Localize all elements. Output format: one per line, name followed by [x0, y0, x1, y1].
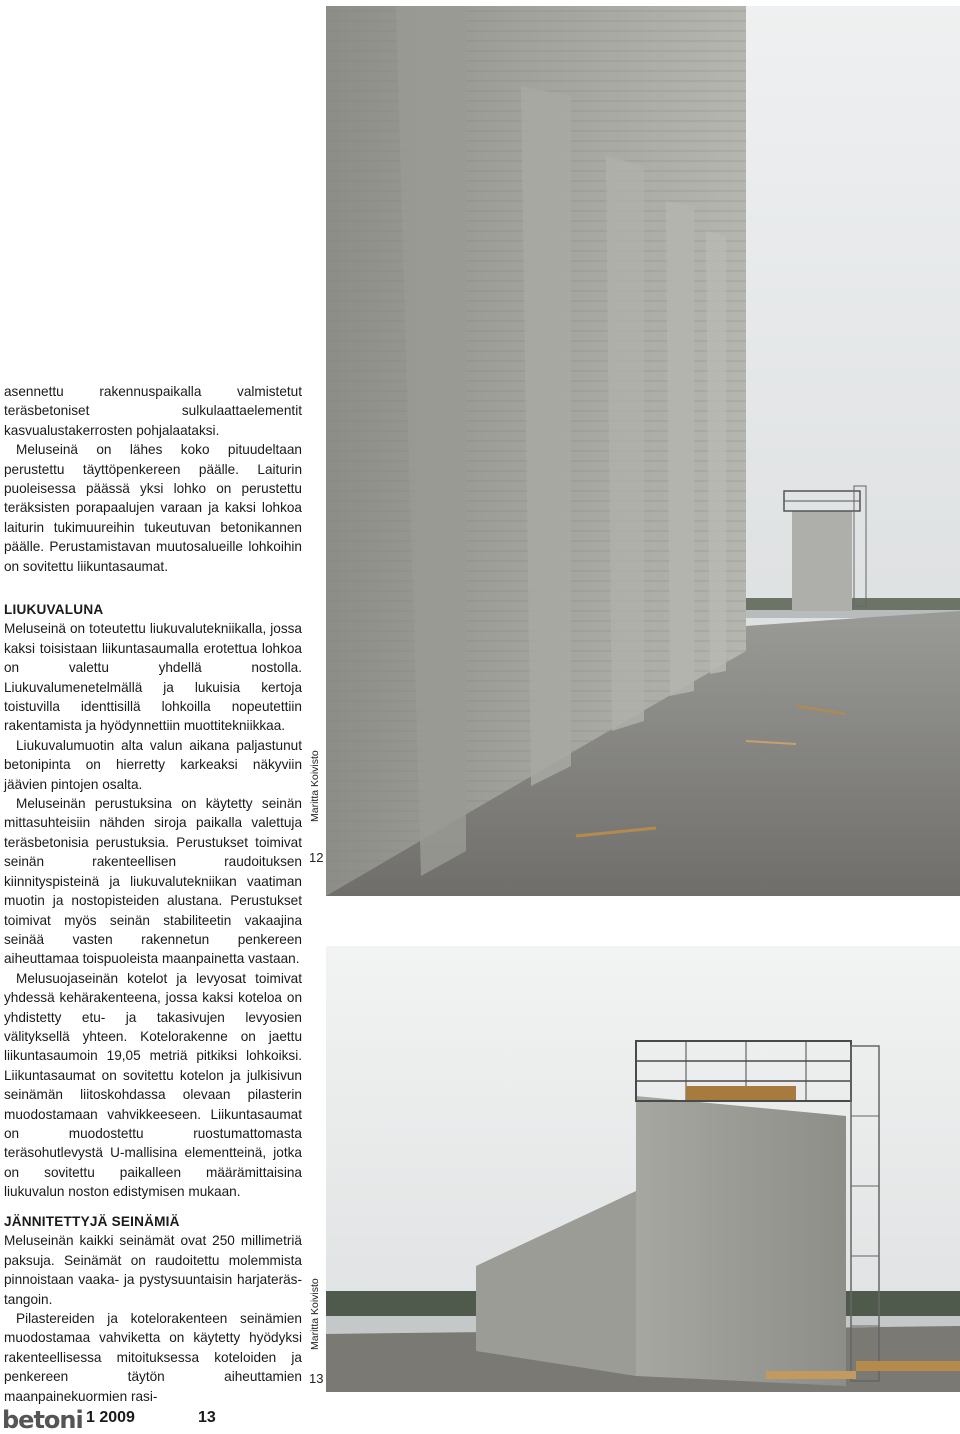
body-paragraph: Pilastereiden ja kotelorakenteen seinämien muodostamaa vahviketta on käytetty hyödyksi rakenteellisessa mitoituksessa koteloiden ja penkereen täytön aiheuttamien maanpainekuormien rasi- — [4, 1311, 302, 1404]
body-paragraph: Meluseinän perustuksina on käytetty seinän mittasuhteisiin nähden siroja paikalla valettuja teräsbetonisia perustuksia. Perustukset toimivat seinän rakenteellisen raudoituksen kiinnityspisteinä ja liukuvalutekniikan vaatiman muotin ja nostopisteiden alustana. Perustukset toimivat myös seinän stabiliteetin vakaajina seinää vasten rakennetun penkereen aiheuttamaa toispuoleista maanpainetta vastaan. — [4, 796, 302, 967]
section-liukuvaluna — [4, 600, 302, 1202]
section-heading-liukuvaluna: LIUKUVALUNA — [4, 602, 104, 617]
intro-column — [4, 382, 302, 576]
betoni-logo: betoni — [2, 1406, 83, 1434]
body-paragraph: Liukuvalumuotin alta valun aikana paljastunut betonipinta on hierretty karkeaksi näkyviin jäävien pintojen osalta. — [4, 737, 302, 792]
section-heading-jannitettyja-seinamia: JÄNNITETTYJÄ SEINÄMIÄ — [4, 1214, 180, 1229]
intro-paragraph-2: Meluseinä on lähes koko pituudeltaan perustettu täyttöpenkereen päälle. Laiturin puoleisessa päässä yksi lohko on perustettu teräksisten porapaalujen varaan ja kaksi lohkoa laiturin tukimuureihin tukeutuvan betonikannen päälle. Perustamistavan muutosalueille lohkoihin on sovitettu liikuntasaumat. — [4, 442, 302, 574]
photo-noise-wall-perspective — [326, 6, 960, 896]
photo-credit: Maritta Koivisto — [309, 1278, 321, 1350]
page-number: 13 — [198, 1409, 216, 1426]
photo-credit: Maritta Koivisto — [309, 750, 321, 822]
intro-paragraph-1: asennettu rakennuspaikalla valmistetut teräsbetoniset sulkulaattaelementit kasvualustakerrosten pohjalaataksi. — [4, 384, 302, 438]
photo-slipform-construction — [326, 946, 960, 1392]
figure-number: 12 — [309, 850, 324, 865]
body-paragraph: Meluseinän kaikki seinämät ovat 250 millimetriä paksuja. Seinämät on raudoitettu molemmista pinnoistaan vaaka- ja pystysuuntaisin harjateräs-tangoin. — [4, 1233, 302, 1307]
figure-number: 13 — [309, 1371, 324, 1386]
body-paragraph: Meluseinä on toteutettu liukuvalutekniikalla, jossa kaksi toisistaan liikuntasaumalla erotettua lohkoa on valettu yhdellä nostolla. Liukuvalumenetelmällä ja lukuisia kertoja toistuvilla identtisillä lohkoilla nopeutettiin rakentamista ja hyödynnettiin muottitekniikkaa. — [4, 621, 302, 734]
page-footer — [0, 1404, 320, 1434]
section-jannitettyja-seinamia — [4, 1212, 302, 1406]
body-paragraph: Melusuojaseinän kotelot ja levyosat toimivat yhdessä kehärakenteena, jossa kaksi koteloa on yhdistetty etu- ja takasivujen levyosien välityksellä yhteen. Kotelorakenne on jaettu liikuntasaumoin 19,05 metriä pitkiksi lohkoiksi. Liikuntasaumat on sovitettu kotelon ja julkisivun seinämän liitoskohdassa olevaan pilasterin muodostamaan vahvikkeeseen. Liikuntasaumat on muodostettu ruostumattomasta teräsohutlevystä U-mallisina elementteinä, jotka on sovitettu paikalleen määrämittaisina liukuvalun noston edistymisen mukaan. — [4, 970, 302, 1200]
issue-number: 1 2009 — [86, 1409, 135, 1426]
